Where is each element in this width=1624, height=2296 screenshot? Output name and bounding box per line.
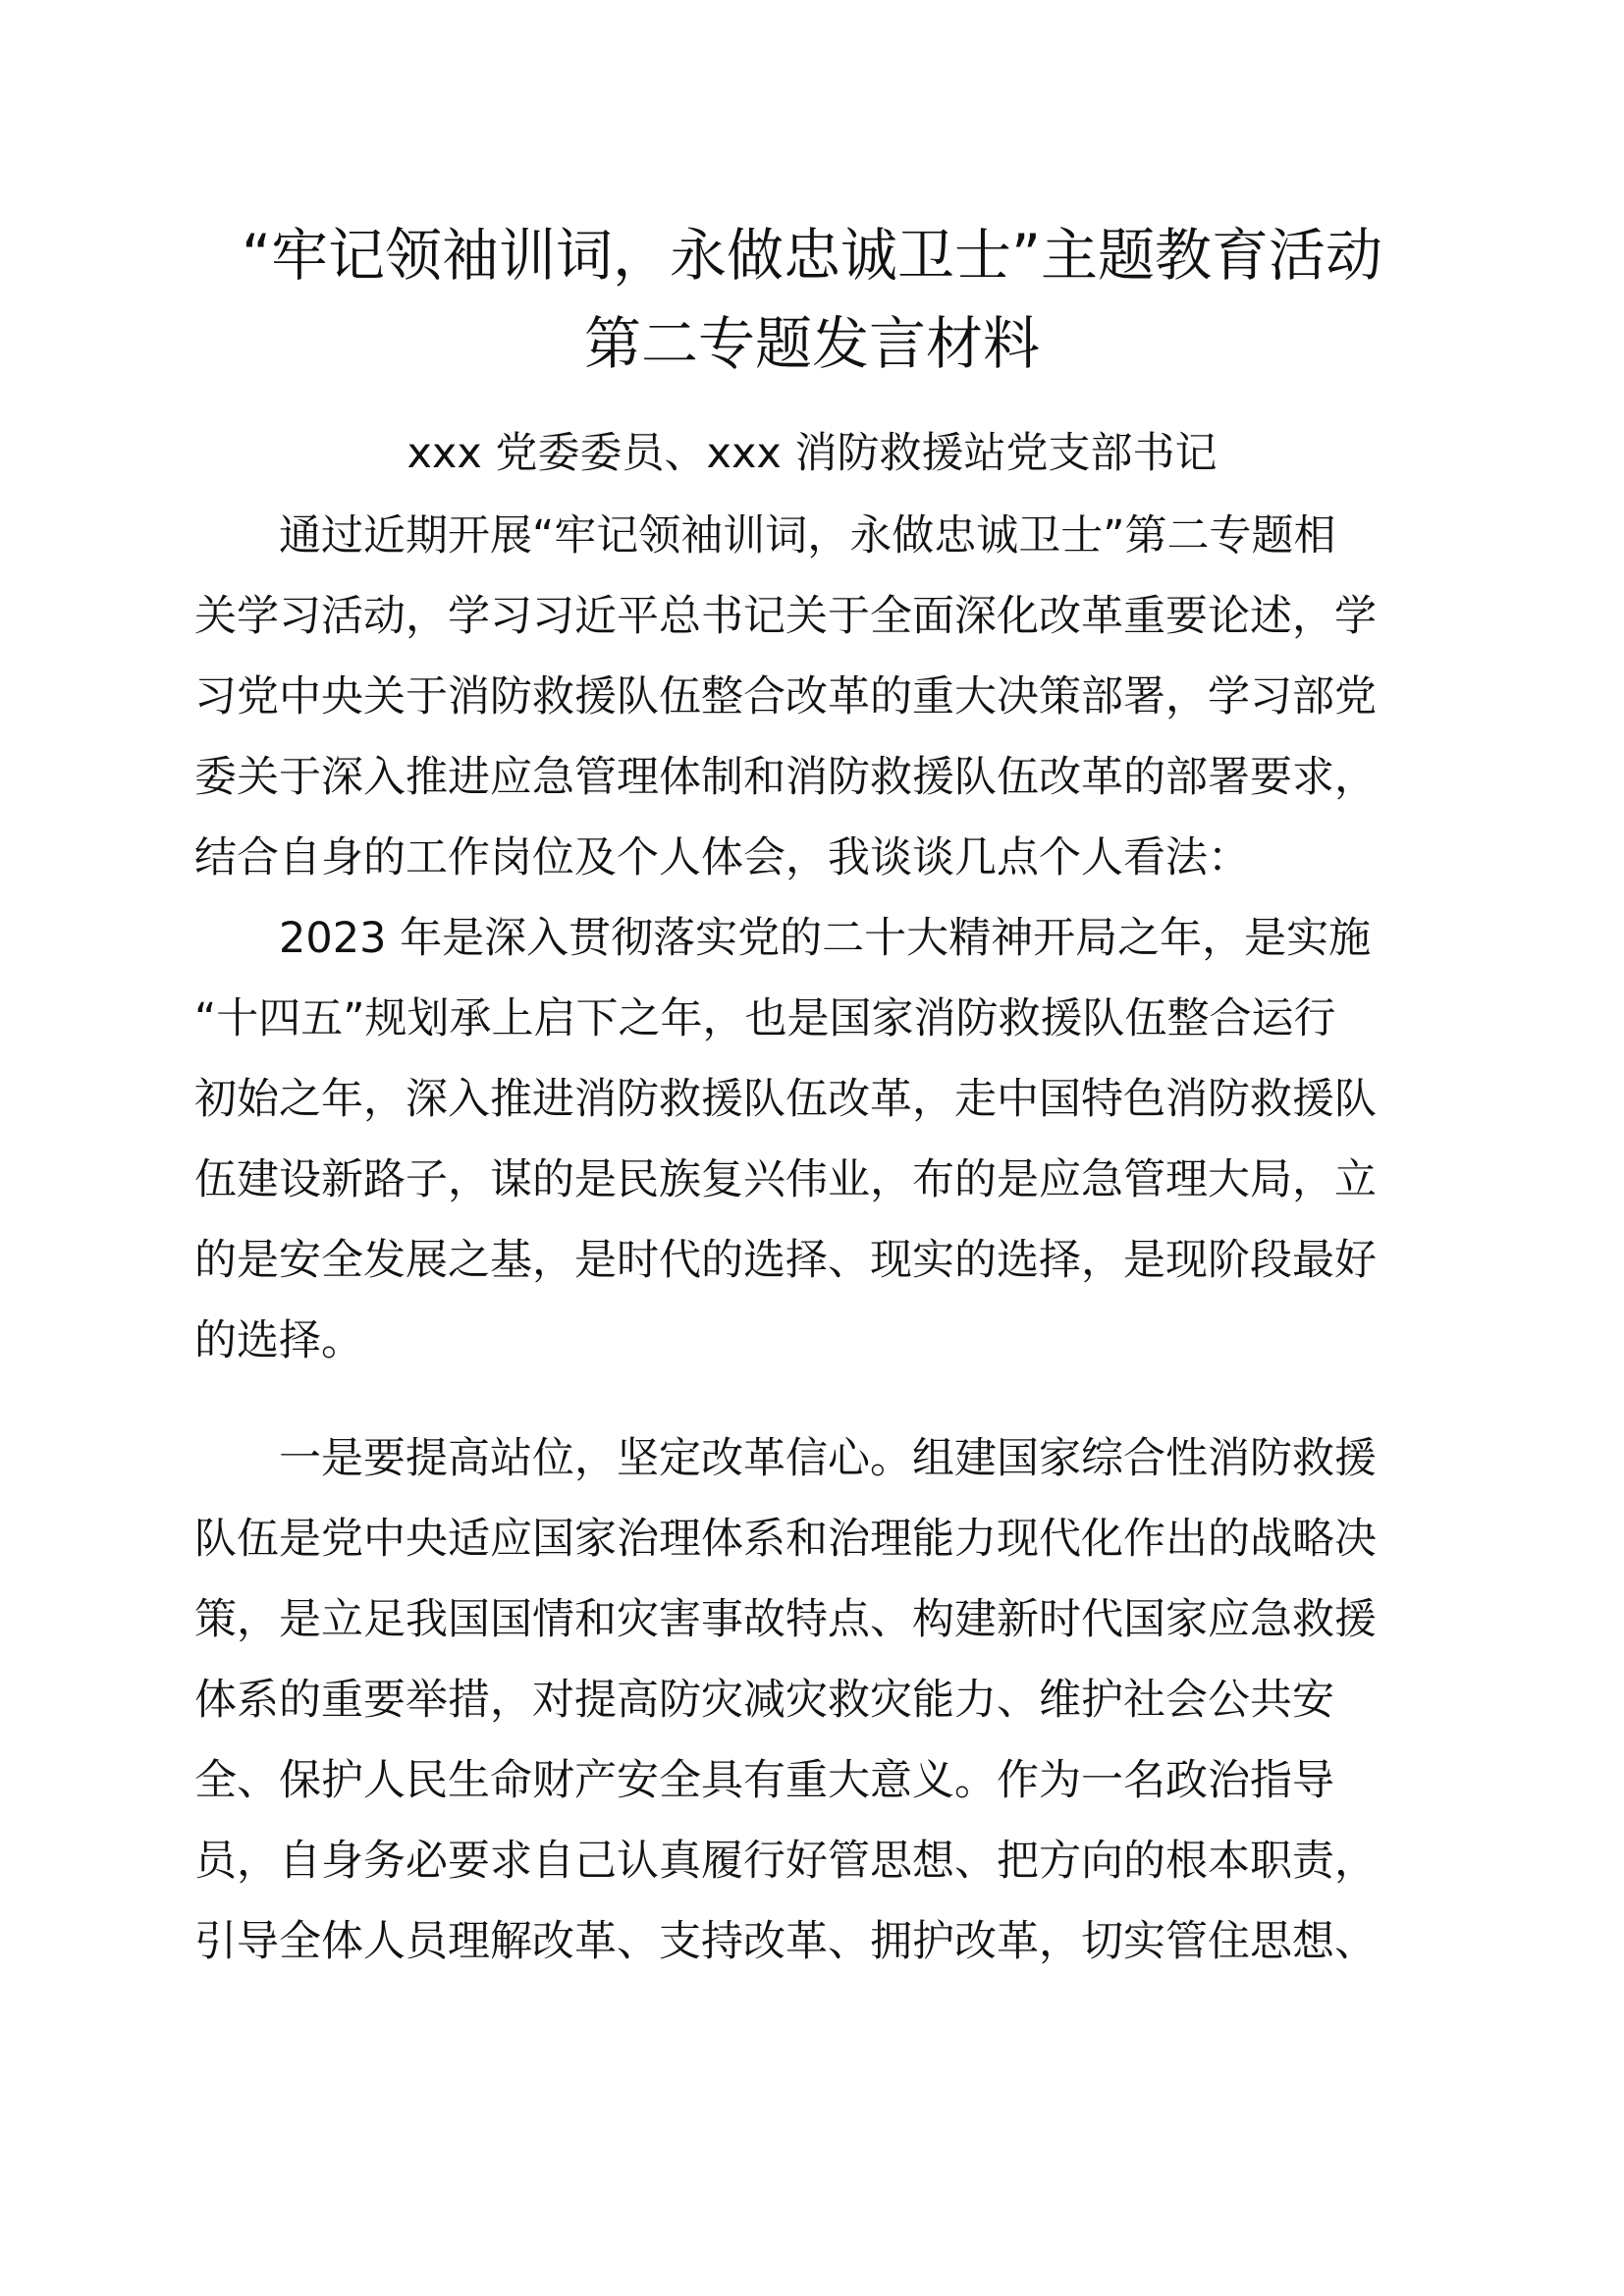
text-line: 的是安全发展之基，是时代的选择、现实的选择，是现阶段最好 (194, 1236, 1377, 1285)
paragraph-2023 (194, 898, 1441, 1381)
text-line: 伍建设新路子，谋的是民族复兴伟业，布的是应急管理大局，立 (194, 1155, 1377, 1204)
text-line: 结合自身的工作岗位及个人体会，我谈谈几点个人看法： (194, 833, 1250, 882)
author-line: xxx 党委委员、xxx 消防救援站党支部书记 (406, 429, 1218, 478)
text-line: 的选择。 (194, 1316, 363, 1365)
text-line: 委关于深入推进应急管理体制和消防救援队伍改革的部署要求， (194, 753, 1377, 802)
paragraph-spacer (194, 1381, 1441, 1418)
text-line: 习党中央关于消防救援队伍整合改革的重大决策部署，学习部党 (194, 672, 1377, 721)
text-line: 全、保护人民生命财产安全具有重大意义。作为一名政治指导 (194, 1756, 1334, 1805)
title-line-2: 第二专题发言材料 (583, 310, 1040, 377)
text-line: 引导全体人员理解改革、支持改革、拥护改革，切实管住思想、 (194, 1917, 1377, 1966)
text-line: 体系的重要举措，对提高防灾减灾救灾能力、维护社会公共安 (194, 1676, 1334, 1725)
paragraph-point-one (194, 1418, 1441, 1982)
body-text (194, 496, 1441, 1982)
text-line: 2023 年是深入贯彻落实党的二十大精神开局之年，是实施 (279, 914, 1372, 963)
text-line: 队伍是党中央适应国家治理体系和治理能力现代化作出的战略决 (194, 1515, 1377, 1564)
text-line: 通过近期开展“牢记领袖训词，永做忠诚卫士”第二专题相 (279, 511, 1336, 561)
paragraph-intro (194, 496, 1441, 898)
title-line-1: “牢记领袖训词，永做忠诚卫士”主题教育活动 (241, 222, 1383, 289)
text-line: 一是要提高站位，坚定改革信心。组建国家综合性消防救援 (279, 1434, 1377, 1483)
text-line: 员，自身务必要求自己认真履行好管思想、把方向的根本职责， (194, 1837, 1377, 1886)
text-line: 初始之年，深入推进消防救援队伍改革，走中国特色消防救援队 (194, 1075, 1377, 1124)
text-line: “十四五”规划承上启下之年，也是国家消防救援队伍整合运行 (194, 994, 1336, 1043)
text-line: 关学习活动，学习习近平总书记关于全面深化改革重要论述，学 (194, 592, 1377, 641)
document-title (147, 211, 1477, 388)
text-line: 策，是立足我国国情和灾害事故特点、构建新时代国家应急救援 (194, 1595, 1377, 1644)
